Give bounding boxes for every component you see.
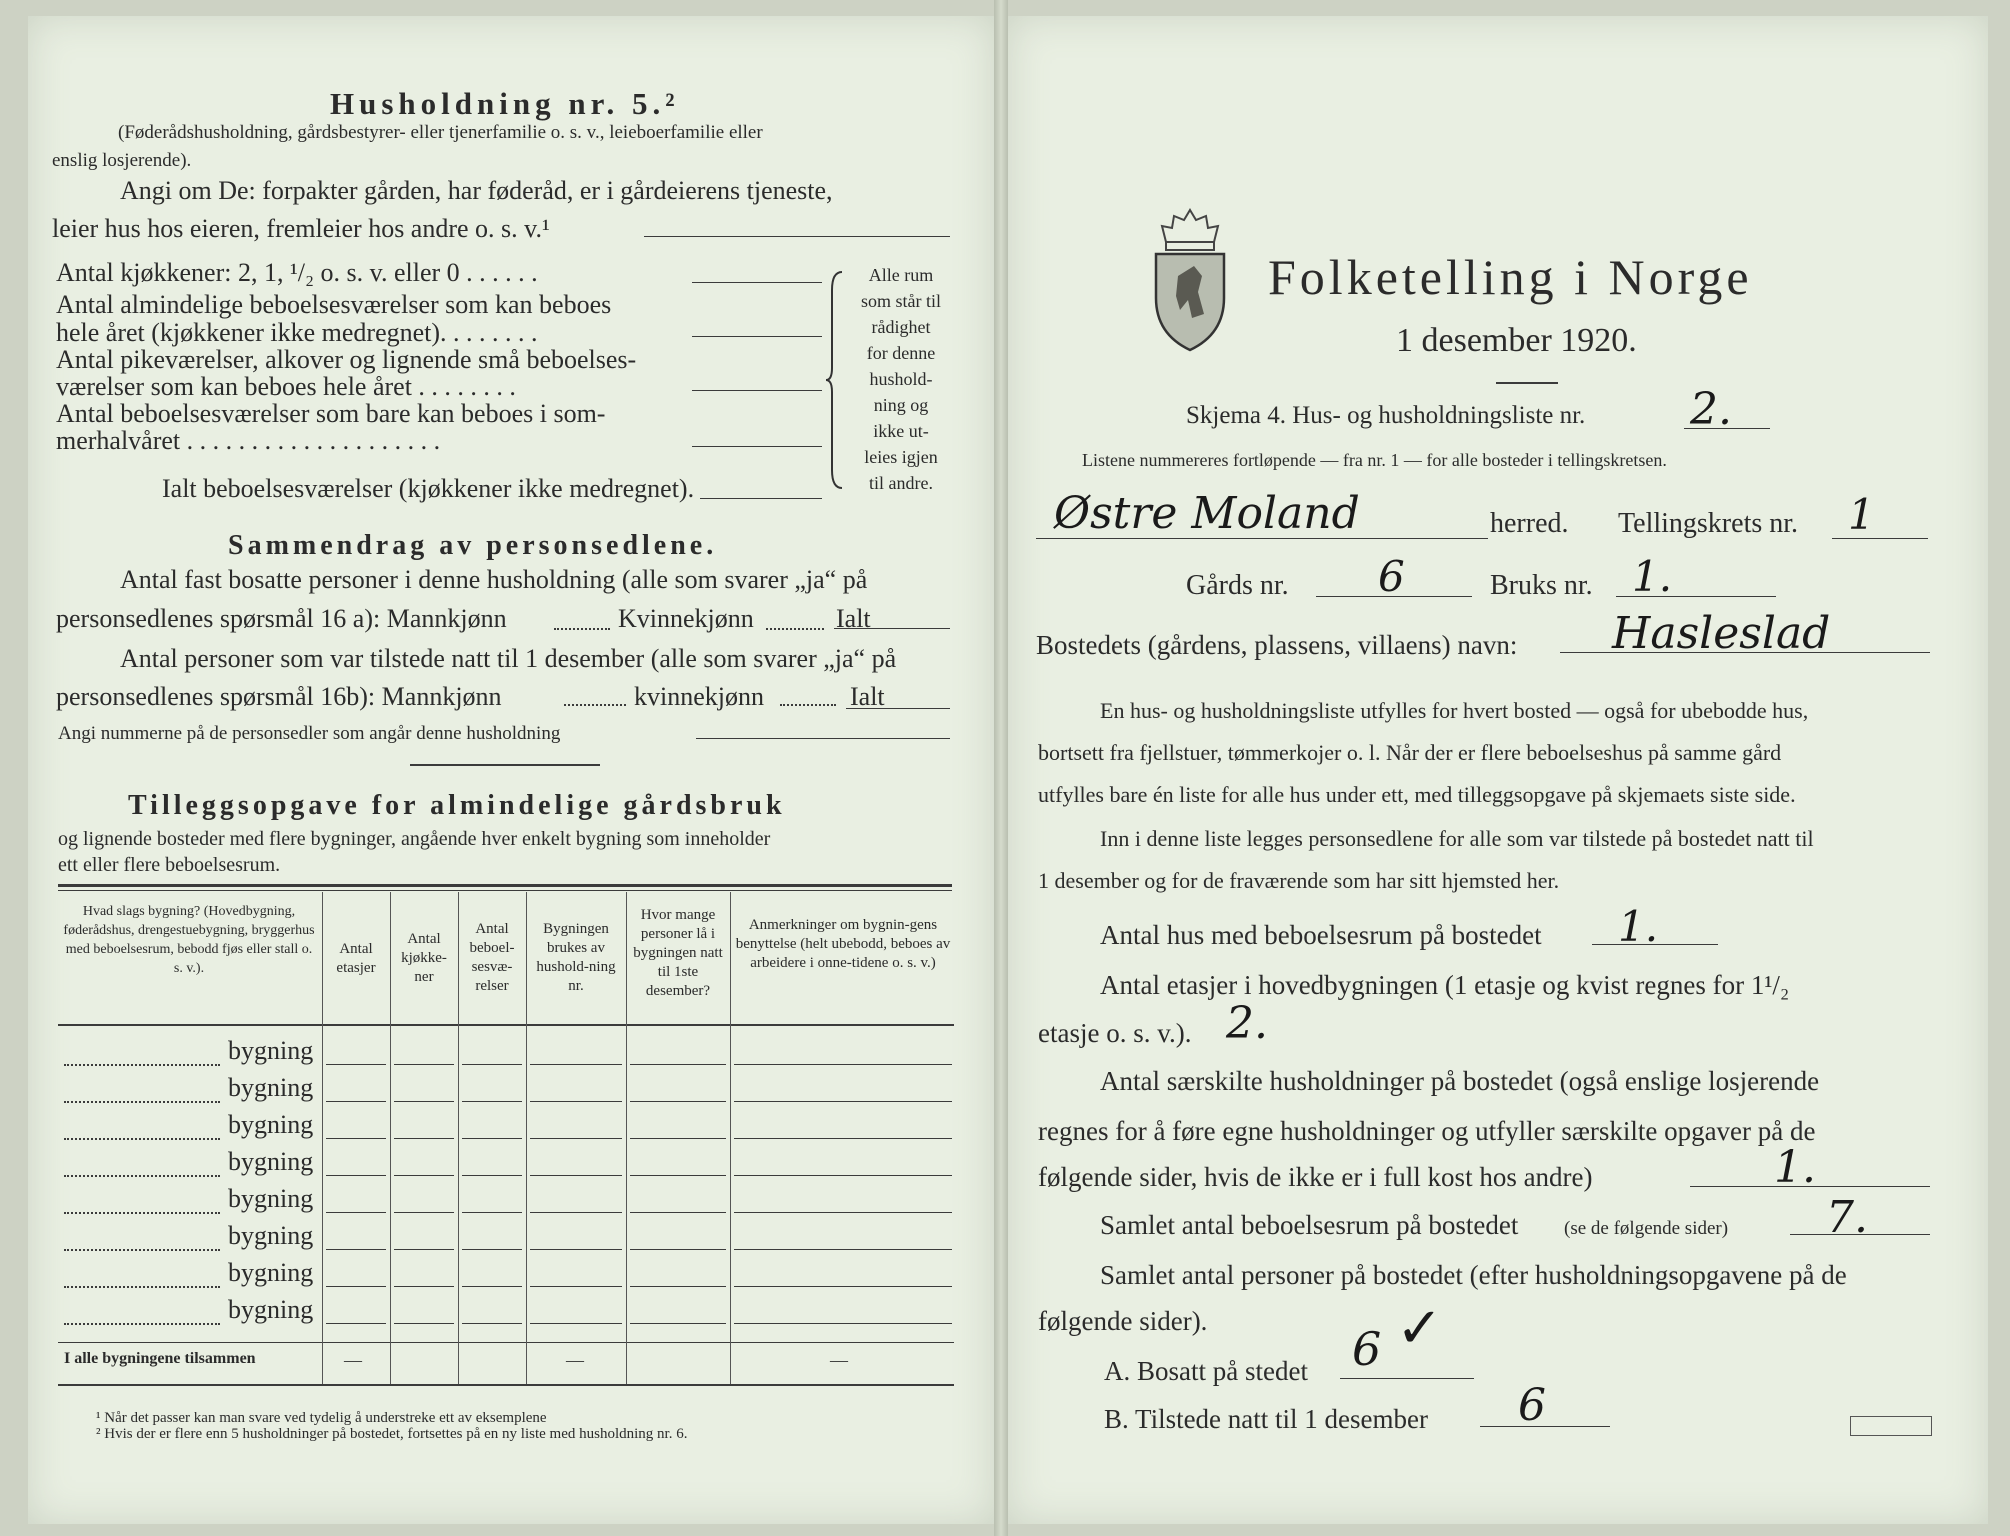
building-row-line bbox=[64, 1323, 220, 1325]
building-cell-line bbox=[394, 1175, 454, 1176]
building-cell-line bbox=[462, 1212, 522, 1213]
bosted-label: Bostedets (gårdens, plassens, villaens) navn: bbox=[1036, 630, 1518, 660]
q-rum-label: Samlet antal beboelsesrum på bostedet bbox=[1100, 1210, 1519, 1240]
building-row-label: bygning bbox=[228, 1110, 314, 1139]
summary-heading: Sammendrag av personsedlene. bbox=[228, 530, 718, 561]
instruction-line-4: Inn i denne liste legges personsedlene for alle som var tilstede på bostedet natt til bbox=[1100, 826, 1814, 851]
q-pers-line-2: følgende sider). bbox=[1038, 1306, 1208, 1336]
herred-label: herred. bbox=[1490, 508, 1569, 539]
table-header-personer: Hvor mange personer lå i bygningen natt til 1ste desember? bbox=[633, 907, 723, 999]
summary-mann2-line bbox=[564, 704, 626, 706]
building-cell-line bbox=[462, 1175, 522, 1176]
col-divider bbox=[526, 892, 527, 1384]
q-pers-line-1: Samlet antal personer på bostedet (efter husholdningsopgavene på de bbox=[1100, 1260, 1847, 1290]
q-hus-value: 1. bbox=[1618, 902, 1659, 951]
rooms-line-2: Antal almindelige beboelsesværelser som kan beboes bbox=[56, 290, 612, 319]
building-cell-line bbox=[326, 1286, 386, 1287]
skjema-nr-value: 2. bbox=[1690, 384, 1732, 435]
bosatt-label: A. Bosatt på stedet bbox=[1104, 1356, 1308, 1386]
bosatt-line bbox=[1340, 1378, 1474, 1379]
side-note-line: til andre. bbox=[869, 473, 933, 493]
building-cell-line bbox=[326, 1249, 386, 1250]
intro-line-1: (Føderådshusholdning, gårdsbestyrer- eller tjenerfamilie o. s. v., leieboerfamilie eller bbox=[118, 122, 763, 143]
building-cell-line bbox=[462, 1249, 522, 1250]
rooms-line-3: hele året (kjøkkener ikke medregnet). . . . . . . . bbox=[56, 318, 538, 347]
household-heading: Husholdning nr. 5.² bbox=[330, 86, 680, 121]
krets-line bbox=[1832, 538, 1928, 539]
bosted-line bbox=[1560, 652, 1930, 653]
summary-line-1: Antal fast bosatte personer i denne husholdning (alle som svarer „ja“ på bbox=[120, 565, 868, 594]
census-title: Folketelling i Norge bbox=[1268, 249, 1753, 305]
building-cell-line bbox=[326, 1323, 386, 1324]
table-total-label: I alle bygningene tilsammen bbox=[64, 1350, 256, 1367]
summary-kvinne-label: Kvinnekjønn bbox=[618, 604, 754, 633]
building-row-line bbox=[64, 1212, 220, 1214]
building-cell-line bbox=[734, 1323, 952, 1324]
page-fold bbox=[994, 0, 1008, 1536]
numbering-note: Listene nummereres fortløpende — fra nr. 1 — for alle bosteder i tellingskretsen. bbox=[1082, 450, 1667, 470]
building-row-line bbox=[64, 1175, 220, 1177]
brace-icon bbox=[826, 270, 846, 490]
tilstede-line bbox=[1480, 1426, 1610, 1427]
table-header-husholdning: Bygningen brukes av hushold-ning nr. bbox=[536, 921, 616, 994]
q-hush-line-3: følgende sider, hvis de ikke er i full kost hos andre) bbox=[1038, 1162, 1593, 1192]
summary-ialt-line bbox=[834, 628, 950, 629]
intro-line-2: enslig losjerende). bbox=[52, 150, 192, 171]
building-cell-line bbox=[734, 1212, 952, 1213]
skjema-nr-line bbox=[1684, 428, 1770, 429]
table-header-building: Hvad slags bygning? (Hovedbygning, føderådshus, drengestuebygning, bryggerhus med beboelsesrum, bebodd fjøs eller stall o. s. v.). bbox=[63, 904, 315, 976]
building-cell-line bbox=[326, 1064, 386, 1065]
building-row-line bbox=[64, 1138, 220, 1140]
building-cell-line bbox=[630, 1138, 726, 1139]
q-etasjer-line-1: Antal etasjer i hovedbygningen (1 etasje og kvist regnes for 1¹/₂ bbox=[1100, 970, 1790, 1000]
footnote-2: ² Hvis der er flere enn 5 husholdninger på bostedet, fortsettes på en ny liste med husholdning nr. 6. bbox=[96, 1426, 688, 1442]
instruction-line-3: utfylles bare én liste for alle hus under ett, med tilleggsopgave på skjemaets siste side. bbox=[1038, 782, 1796, 807]
building-cell-line bbox=[462, 1323, 522, 1324]
table-total-rule bbox=[58, 1342, 954, 1343]
census-date: 1 desember 1920. bbox=[1396, 322, 1637, 359]
section-divider bbox=[410, 764, 600, 766]
side-note-line: ning og bbox=[873, 395, 929, 415]
building-row-label: bygning bbox=[228, 1221, 314, 1250]
building-cell-line bbox=[530, 1212, 622, 1213]
building-cell-line bbox=[734, 1138, 952, 1139]
summary-ialt2-label: Ialt bbox=[850, 682, 885, 711]
table-header-vaerelser: Antal beboel-sesvæ-relser bbox=[469, 921, 515, 994]
building-cell-line bbox=[326, 1212, 386, 1213]
col-divider bbox=[390, 892, 391, 1384]
herred-value: Østre Moland bbox=[1054, 488, 1360, 539]
table-top-rule bbox=[58, 884, 952, 887]
side-note-line: leies igjen bbox=[864, 447, 938, 467]
supplement-intro-1: og lignende bosteder med flere bygninger, angående hver enkelt bygning som inneholder bbox=[58, 828, 771, 850]
q-rum-value: 7. bbox=[1826, 1192, 1868, 1243]
side-note-line: ikke ut- bbox=[873, 421, 929, 441]
rooms-total: Ialt beboelsesværelser (kjøkkener ikke medregnet). bbox=[162, 474, 695, 503]
building-row-line bbox=[64, 1249, 220, 1251]
summary-line-3: Antal personer som var tilstede natt til 1 desember (alle som svarer „ja“ på bbox=[120, 644, 897, 673]
building-cell-line bbox=[630, 1249, 726, 1250]
building-cell-line bbox=[326, 1101, 386, 1102]
q-etasjer-line-2: etasje o. s. v.). bbox=[1038, 1018, 1192, 1048]
building-cell-line bbox=[462, 1101, 522, 1102]
building-cell-line bbox=[394, 1101, 454, 1102]
krets-label: Tellingskrets nr. bbox=[1618, 508, 1799, 539]
rooms-line-6: Antal beboelsesværelser som bare kan beboes i som- bbox=[56, 399, 606, 428]
supplement-heading: Tilleggsopgave for almindelige gårdsbruk bbox=[128, 790, 786, 821]
rooms-answer-line-1 bbox=[692, 282, 822, 283]
building-cell-line bbox=[630, 1323, 726, 1324]
building-cell-line bbox=[630, 1064, 726, 1065]
table-header-anmerkninger: Anmerkninger om bygnin-gens benyttelse (helt ubebodd, beboes av arbeidere i onne-tidene o. s. v.) bbox=[735, 917, 951, 971]
summary-mann-line bbox=[554, 628, 610, 630]
gards-line bbox=[1316, 596, 1472, 597]
rooms-line-7: merhalvåret . . . . . . . . . . . . . . . . . . . . bbox=[56, 426, 441, 455]
q-hush-line-1: Antal særskilte husholdninger på bostedet (også enslige losjerende bbox=[1100, 1066, 1820, 1096]
building-cell-line bbox=[734, 1101, 952, 1102]
q-hush-line bbox=[1690, 1186, 1930, 1187]
building-cell-line bbox=[462, 1064, 522, 1065]
building-row-label: bygning bbox=[228, 1184, 314, 1213]
instruction-line-2: bortsett fra fjellstuer, tømmerkojer o. l. Når der er flere beboelseshus på samme gård bbox=[1038, 740, 1782, 765]
building-cell-line bbox=[630, 1101, 726, 1102]
q-rum-line bbox=[1790, 1234, 1930, 1235]
building-row-label: bygning bbox=[228, 1295, 314, 1324]
rooms-line-1: Antal kjøkkener: 2, 1, ¹/₂ o. s. v. eller 0 . . . . . . bbox=[56, 258, 538, 287]
table-total-anmerkninger: — bbox=[830, 1350, 848, 1370]
building-cell-line bbox=[734, 1286, 952, 1287]
summary-nummer-line bbox=[696, 738, 950, 739]
printer-stamp bbox=[1850, 1416, 1932, 1436]
building-cell-line bbox=[462, 1286, 522, 1287]
bosted-value: Hasleslad bbox=[1612, 608, 1831, 659]
table-header-kjokkener: Antal kjøkke-ner bbox=[401, 931, 447, 985]
rooms-answer-line-4 bbox=[692, 446, 822, 447]
summary-ialt2-line bbox=[846, 708, 950, 709]
building-cell-line bbox=[530, 1064, 622, 1065]
angi-answer-line bbox=[644, 236, 950, 237]
building-cell-line bbox=[394, 1138, 454, 1139]
building-row-label: bygning bbox=[228, 1147, 314, 1176]
q-etasjer-value: 2. bbox=[1226, 998, 1268, 1049]
building-cell-line bbox=[530, 1286, 622, 1287]
summary-line-2: personsedlenes spørsmål 16 a): Mannkjønn bbox=[56, 604, 507, 633]
col-divider bbox=[458, 892, 459, 1384]
rooms-answer-line-3 bbox=[692, 390, 822, 391]
col-divider bbox=[730, 892, 731, 1384]
table-bottom-rule bbox=[58, 1384, 954, 1386]
building-cell-line bbox=[394, 1286, 454, 1287]
table-total-husholdning: — bbox=[566, 1350, 584, 1370]
side-note-line: Alle rum bbox=[868, 265, 934, 285]
bruks-value: 1. bbox=[1632, 552, 1673, 601]
table-header-etasjer: Antal etasjer bbox=[336, 941, 376, 976]
building-cell-line bbox=[530, 1249, 622, 1250]
bruks-label: Bruks nr. bbox=[1490, 570, 1593, 601]
supplement-intro-2: ett eller flere beboelsesrum. bbox=[58, 854, 281, 876]
building-cell-line bbox=[394, 1064, 454, 1065]
building-cell-line bbox=[394, 1323, 454, 1324]
building-cell-line bbox=[530, 1101, 622, 1102]
building-row-line bbox=[64, 1101, 220, 1103]
gards-value: 6 bbox=[1378, 552, 1405, 601]
herred-line bbox=[1036, 538, 1488, 539]
q-hus-label: Antal hus med beboelsesrum på bostedet bbox=[1100, 920, 1542, 950]
q-hush-value: 1. bbox=[1774, 1142, 1816, 1193]
col-divider bbox=[626, 892, 627, 1384]
building-cell-line bbox=[462, 1138, 522, 1139]
building-row-label: bygning bbox=[228, 1258, 314, 1287]
building-row-line bbox=[64, 1286, 220, 1288]
rooms-answer-line-2 bbox=[692, 336, 822, 337]
summary-kvinne-line bbox=[766, 628, 824, 630]
rooms-line-4: Antal pikeværelser, alkover og lignende små beboelses- bbox=[56, 345, 637, 374]
side-note-line: hushold- bbox=[869, 369, 933, 389]
instruction-line-5: 1 desember og for de fraværende som har sitt hjemsted her. bbox=[1038, 868, 1560, 893]
q-hus-line bbox=[1592, 944, 1718, 945]
footnote-1: ¹ Når det passer kan man svare ved tydelig å understreke ett av eksemplene bbox=[96, 1410, 547, 1426]
table-top-rule-2 bbox=[58, 890, 952, 891]
table-total-etasjer: — bbox=[344, 1350, 362, 1370]
rooms-line-5: værelser som kan beboes hele året . . . . . . . . bbox=[56, 372, 516, 401]
summary-ialt-label: Ialt bbox=[836, 604, 871, 633]
building-cell-line bbox=[734, 1175, 952, 1176]
building-cell-line bbox=[630, 1286, 726, 1287]
tilstede-value: 6 bbox=[1518, 1380, 1546, 1431]
summary-line-5: Angi nummerne på de personsedler som angår denne husholdning bbox=[58, 723, 561, 744]
building-cell-line bbox=[394, 1212, 454, 1213]
instruction-line-1: En hus- og husholdningsliste utfylles for hvert bosted — også for ubebodde hus, bbox=[1100, 698, 1809, 723]
tilstede-label: B. Tilstede natt til 1 desember bbox=[1104, 1404, 1428, 1434]
building-cell-line bbox=[734, 1249, 952, 1250]
table-header-rule bbox=[58, 1024, 954, 1026]
checkmark-icon: ✓ bbox=[1396, 1296, 1443, 1361]
side-note-line: for denne bbox=[866, 343, 936, 363]
building-cell-line bbox=[530, 1323, 622, 1324]
building-cell-line bbox=[530, 1175, 622, 1176]
building-cell-line bbox=[630, 1212, 726, 1213]
building-cell-line bbox=[326, 1138, 386, 1139]
q-hush-line-2: regnes for å føre egne husholdninger og utfyller særskilte opgaver på de bbox=[1038, 1116, 1816, 1146]
krets-value: 1 bbox=[1848, 490, 1875, 539]
title-divider bbox=[1496, 382, 1558, 384]
summary-line-4: personsedlenes spørsmål 16b): Mannkjønn bbox=[56, 682, 502, 711]
building-cell-line bbox=[630, 1175, 726, 1176]
bruks-line bbox=[1616, 596, 1776, 597]
angi-line-1: Angi om De: forpakter gården, har føderåd, er i gårdeierens tjeneste, bbox=[120, 176, 833, 205]
building-cell-line bbox=[326, 1175, 386, 1176]
coat-of-arms-icon bbox=[1148, 206, 1232, 354]
gards-label: Gårds nr. bbox=[1186, 570, 1289, 601]
bosatt-value: 6 bbox=[1352, 1322, 1382, 1376]
rooms-total-line bbox=[700, 498, 822, 499]
building-row-label: bygning bbox=[228, 1073, 314, 1102]
q-rum-note: (se de følgende sider) bbox=[1564, 1218, 1729, 1239]
angi-line-2: leier hus hos eieren, fremleier hos andre o. s. v.¹ bbox=[52, 214, 550, 243]
building-cell-line bbox=[530, 1138, 622, 1139]
building-row-label: bygning bbox=[228, 1036, 314, 1065]
side-note bbox=[846, 262, 956, 496]
side-note-line: rådighet bbox=[871, 317, 931, 337]
skjema-label: Skjema 4. Hus- og husholdningsliste nr. bbox=[1186, 402, 1586, 429]
building-row-line bbox=[64, 1064, 220, 1066]
summary-kvinne2-label: kvinnekjønn bbox=[634, 682, 764, 711]
building-cell-line bbox=[394, 1249, 454, 1250]
col-divider bbox=[322, 892, 323, 1384]
side-note-line: som står til bbox=[861, 291, 941, 311]
summary-kvinne2-line bbox=[780, 704, 836, 706]
building-cell-line bbox=[734, 1064, 952, 1065]
